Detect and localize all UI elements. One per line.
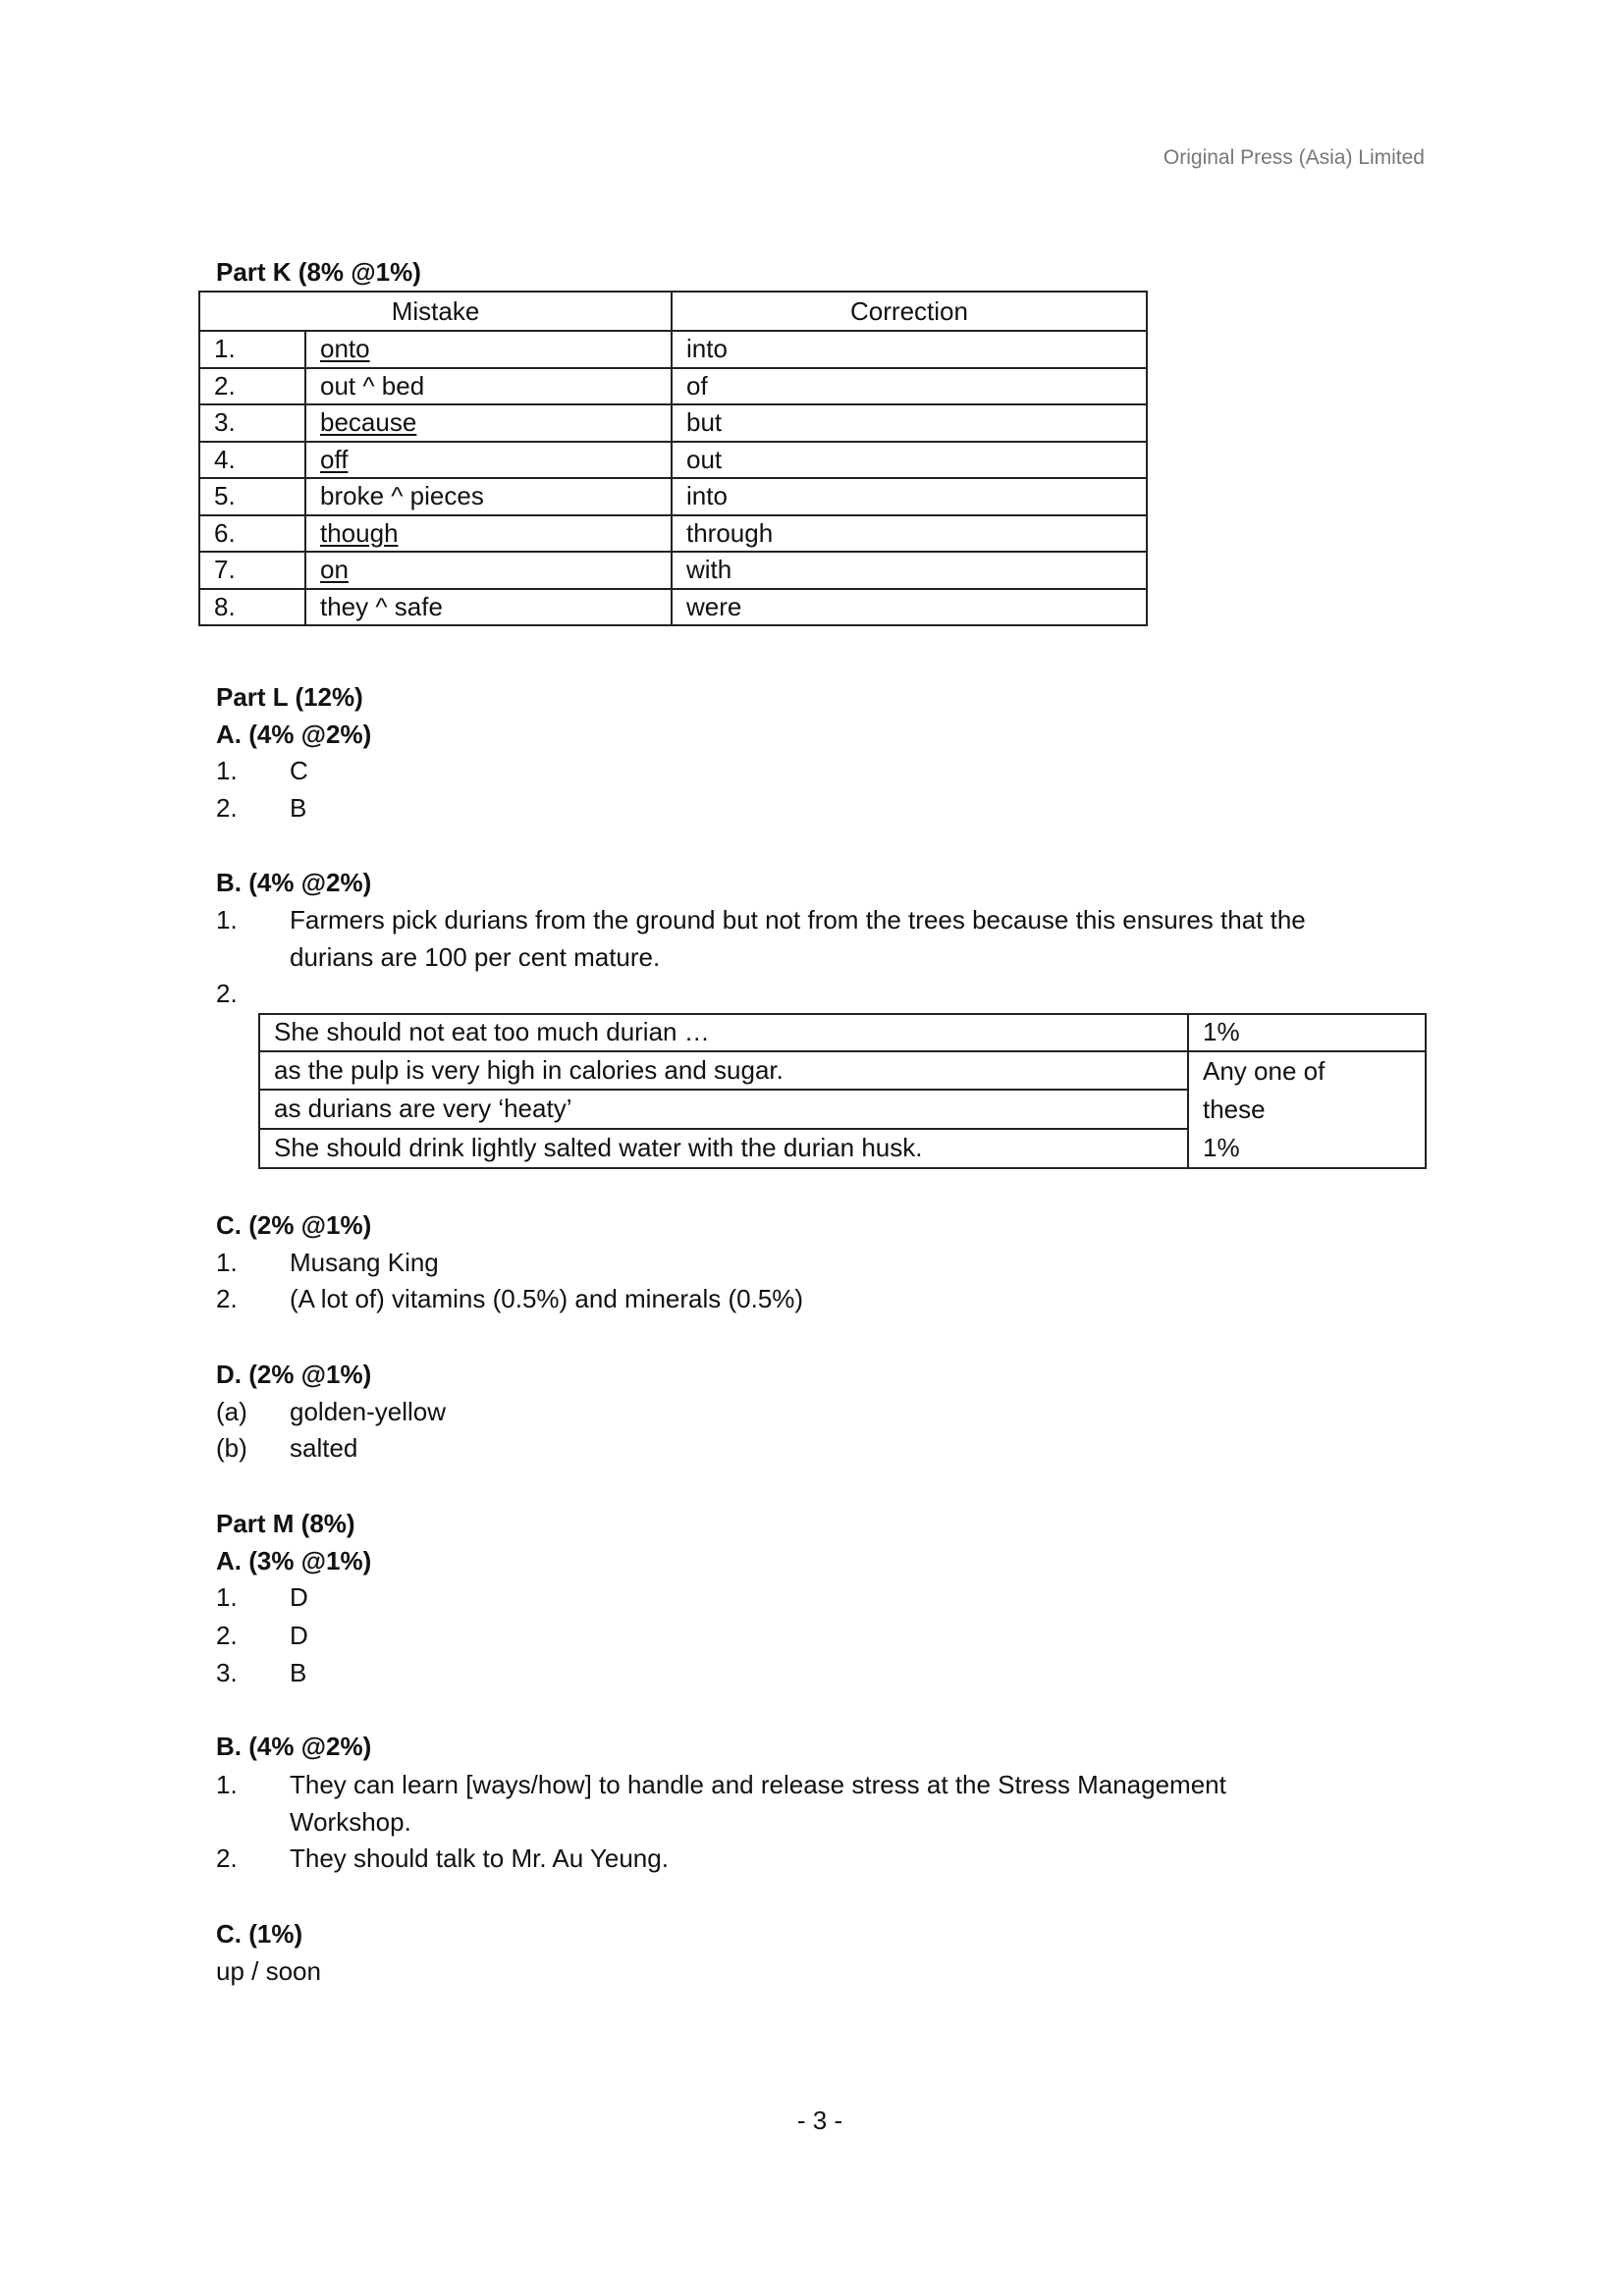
column-header-mistake: Mistake (199, 292, 672, 331)
mark-cell: Any one of these 1% (1188, 1051, 1426, 1168)
part-m-c-title: C. (1%) (216, 1919, 303, 1949)
table-row (199, 442, 1147, 479)
row-number: 3. (199, 404, 305, 442)
part-m-title: Part M (8%) (216, 1509, 355, 1538)
correction-cell: of (672, 368, 1147, 405)
part-l-a-title: A. (4% @2%) (216, 720, 372, 749)
part-k-title: Part K (8% @1%) (216, 257, 421, 287)
row-number: 5. (199, 478, 305, 515)
mistake-cell: they ^ safe (305, 589, 672, 626)
mistake-cell: because (305, 404, 672, 442)
row-number: 1. (199, 331, 305, 368)
row-number: 7. (199, 552, 305, 589)
row-number: 6. (199, 515, 305, 553)
page-number: - 3 - (796, 2106, 843, 2135)
correction-cell: through (672, 515, 1147, 553)
mistake-cell: broke ^ pieces (305, 478, 672, 515)
part-l-b-title: B. (4% @2%) (216, 868, 372, 897)
answer-cell: She should drink lightly salted water with the durian husk. (259, 1129, 1188, 1168)
table-row (199, 589, 1147, 626)
mistake-cell: though (305, 515, 672, 553)
row-number: 4. (199, 442, 305, 479)
table-row (199, 404, 1147, 442)
mistake-cell: out ^ bed (305, 368, 672, 405)
correction-cell: into (672, 478, 1147, 515)
table-row (199, 515, 1147, 553)
part-k-table (198, 291, 1148, 626)
row-number: 2. (199, 368, 305, 405)
table-row (199, 478, 1147, 515)
table-row (199, 331, 1147, 368)
part-m-a-title: A. (3% @1%) (216, 1546, 372, 1575)
correction-cell: with (672, 552, 1147, 589)
part-l-b-answer-table (258, 1013, 1427, 1169)
answer-cell: She should not eat too much durian … (259, 1014, 1188, 1051)
table-row (199, 368, 1147, 405)
publisher-header: Original Press (Asia) Limited (1163, 146, 1425, 169)
correction-cell: into (672, 331, 1147, 368)
row-number: 8. (199, 589, 305, 626)
column-header-correction: Correction (672, 292, 1147, 331)
table-row (199, 552, 1147, 589)
part-m-b-title: B. (4% @2%) (216, 1732, 372, 1761)
correction-cell: out (672, 442, 1147, 479)
mistake-cell: onto (305, 331, 672, 368)
correction-cell: were (672, 589, 1147, 626)
answer-cell: as durians are very ‘heaty’ (259, 1090, 1188, 1129)
mistake-cell: off (305, 442, 672, 479)
part-l-title: Part L (12%) (216, 682, 363, 712)
part-l-c-title: C. (2% @1%) (216, 1210, 372, 1240)
mark-cell: 1% (1188, 1014, 1426, 1051)
answer-cell: as the pulp is very high in calories and sugar. (259, 1051, 1188, 1091)
part-l-d-title: D. (2% @1%) (216, 1360, 372, 1389)
mistake-cell: on (305, 552, 672, 589)
correction-cell: but (672, 404, 1147, 442)
part-m-c-answer: up / soon (216, 1956, 321, 1986)
